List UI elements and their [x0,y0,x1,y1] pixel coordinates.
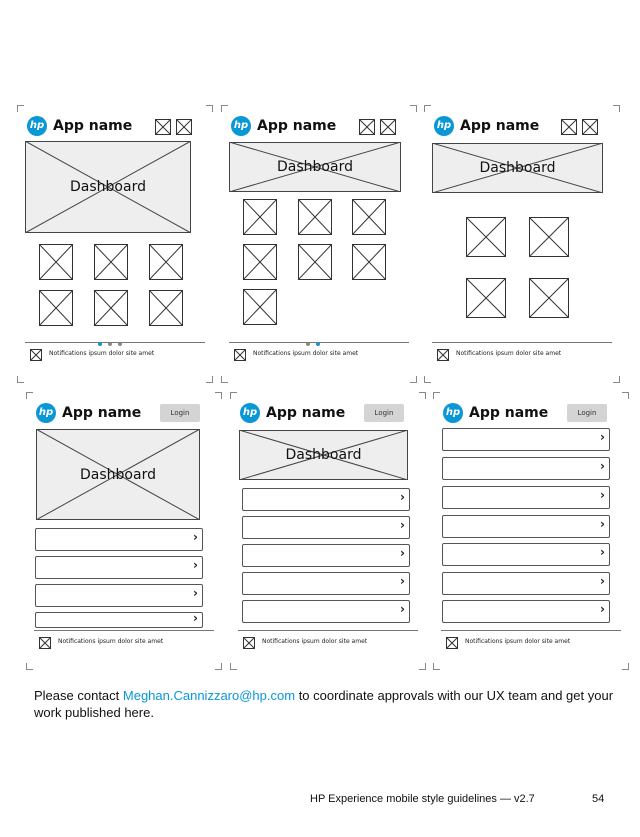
footer-title: HP Experience mobile style guidelines — v2.7 [310,793,535,805]
chevron-right-icon: › [600,545,605,559]
app-header [34,400,214,426]
hp-logo-icon: hp [443,403,463,423]
chevron-right-icon: › [400,574,405,588]
contact-paragraph [34,687,614,721]
app-name: App name [460,118,540,134]
dashboard-banner[interactable] [432,143,603,193]
chevron-right-icon: › [600,602,605,616]
list-item[interactable] [35,612,203,628]
grid-tile[interactable] [39,244,73,280]
chevron-right-icon: › [193,530,198,544]
grid-tile[interactable] [298,244,332,280]
wireframe-4 [34,400,214,662]
wireframe-2 [229,113,409,375]
hp-logo-icon: hp [240,403,260,423]
chevron-right-icon: › [400,490,405,504]
notification-icon [234,348,246,360]
dashboard-label: Dashboard [277,159,353,175]
notification-text: Notifications ipsum dolor site amet [456,350,562,357]
page-indicator[interactable] [303,333,323,339]
app-header [25,113,205,139]
notification-text: Notifications ipsum dolor site amet [49,350,155,357]
notification-bar[interactable] [441,630,621,653]
wireframe-5 [238,400,418,662]
notification-icon [243,636,255,648]
app-name: App name [62,405,142,421]
notification-bar[interactable] [238,630,418,653]
notification-icon [39,636,51,648]
page-number: 54 [592,793,605,805]
grid-tile[interactable] [94,290,128,326]
login-button[interactable]: Login [364,404,404,422]
list-item[interactable] [35,528,203,551]
grid-tile[interactable] [466,217,506,257]
hp-logo-icon: hp [434,116,454,136]
notification-icon [446,636,458,648]
dashboard-label: Dashboard [479,160,556,176]
list-item[interactable] [442,428,610,451]
app-name: App name [266,405,346,421]
notification-text: Notifications ipsum dolor site amet [253,350,359,357]
notification-icon [437,348,449,360]
list-item[interactable] [242,600,410,623]
dashboard-label: Dashboard [80,466,156,483]
list-item[interactable] [442,515,610,538]
app-name: App name [257,118,337,134]
header-icon-placeholder[interactable] [380,119,396,135]
chevron-right-icon: › [193,611,198,625]
chevron-right-icon: › [600,517,605,531]
grid-tile[interactable] [352,244,386,280]
chevron-right-icon: › [600,574,605,588]
hp-logo-icon: hp [231,116,251,136]
grid-tile[interactable] [529,278,569,318]
chevron-right-icon: › [600,488,605,502]
notification-bar[interactable] [432,342,612,365]
login-button[interactable]: Login [160,404,200,422]
grid-tile[interactable] [243,289,277,325]
grid-tile[interactable] [94,244,128,280]
list-item[interactable] [442,600,610,623]
notification-bar[interactable] [34,630,214,653]
header-icon-placeholder[interactable] [561,119,577,135]
app-header [441,400,621,426]
dashboard-label: Dashboard [285,447,362,463]
grid-tile[interactable] [243,199,277,235]
list-item[interactable] [242,572,410,595]
chevron-right-icon: › [400,602,405,616]
app-header [238,400,418,426]
app-name: App name [469,405,549,421]
hp-logo-icon: hp [36,403,56,423]
header-icon-placeholder[interactable] [176,119,192,135]
notification-text: Notifications ipsum dolor site amet [465,638,571,645]
contact-text-after: to coordinate approvals with our UX team and get your work published here. [34,688,614,720]
grid-tile[interactable] [149,244,183,280]
chevron-right-icon: › [193,558,198,572]
header-icon-placeholder[interactable] [582,119,598,135]
list-item[interactable] [442,543,610,566]
wireframe-3 [432,113,612,375]
list-item[interactable] [35,556,203,579]
app-header [432,113,612,139]
notification-text: Notifications ipsum dolor site amet [262,638,368,645]
dashboard-banner[interactable] [239,430,408,480]
dashboard-banner[interactable] [36,429,200,520]
list-item[interactable] [442,457,610,480]
list-item[interactable] [242,516,410,539]
hp-logo-icon: hp [27,116,47,136]
grid-tile[interactable] [352,199,386,235]
wireframe-1 [25,113,205,375]
list-item[interactable] [242,488,410,511]
list-item[interactable] [35,584,203,607]
chevron-right-icon: › [193,586,198,600]
login-button[interactable]: Login [567,404,607,422]
dashboard-banner[interactable] [25,141,191,233]
chevron-right-icon: › [400,518,405,532]
dashboard-banner[interactable] [229,142,401,192]
chevron-right-icon: › [600,459,605,473]
header-icon-placeholder[interactable] [155,119,171,135]
page-indicator[interactable] [95,333,125,339]
wireframe-6 [441,400,621,662]
grid-tile[interactable] [298,199,332,235]
app-header [229,113,409,139]
contact-text-before: Please contact [34,688,123,703]
list-item[interactable] [242,544,410,567]
grid-tile[interactable] [39,290,73,326]
grid-tile[interactable] [243,244,277,280]
notification-bar[interactable] [229,342,409,365]
grid-tile[interactable] [149,290,183,326]
list-item[interactable] [442,572,610,595]
dashboard-label: Dashboard [70,179,146,195]
app-name: App name [53,118,133,134]
grid-tile[interactable] [466,278,506,318]
notification-icon [30,348,42,360]
chevron-right-icon: › [600,430,605,444]
contact-email-link[interactable]: Meghan.Cannizzaro@hp.com [122,688,296,703]
list-item[interactable] [442,486,610,509]
grid-tile[interactable] [529,217,569,257]
chevron-right-icon: › [400,546,405,560]
notification-bar[interactable] [25,342,205,365]
notification-text: Notifications ipsum dolor site amet [58,638,164,645]
header-icon-placeholder[interactable] [359,119,375,135]
